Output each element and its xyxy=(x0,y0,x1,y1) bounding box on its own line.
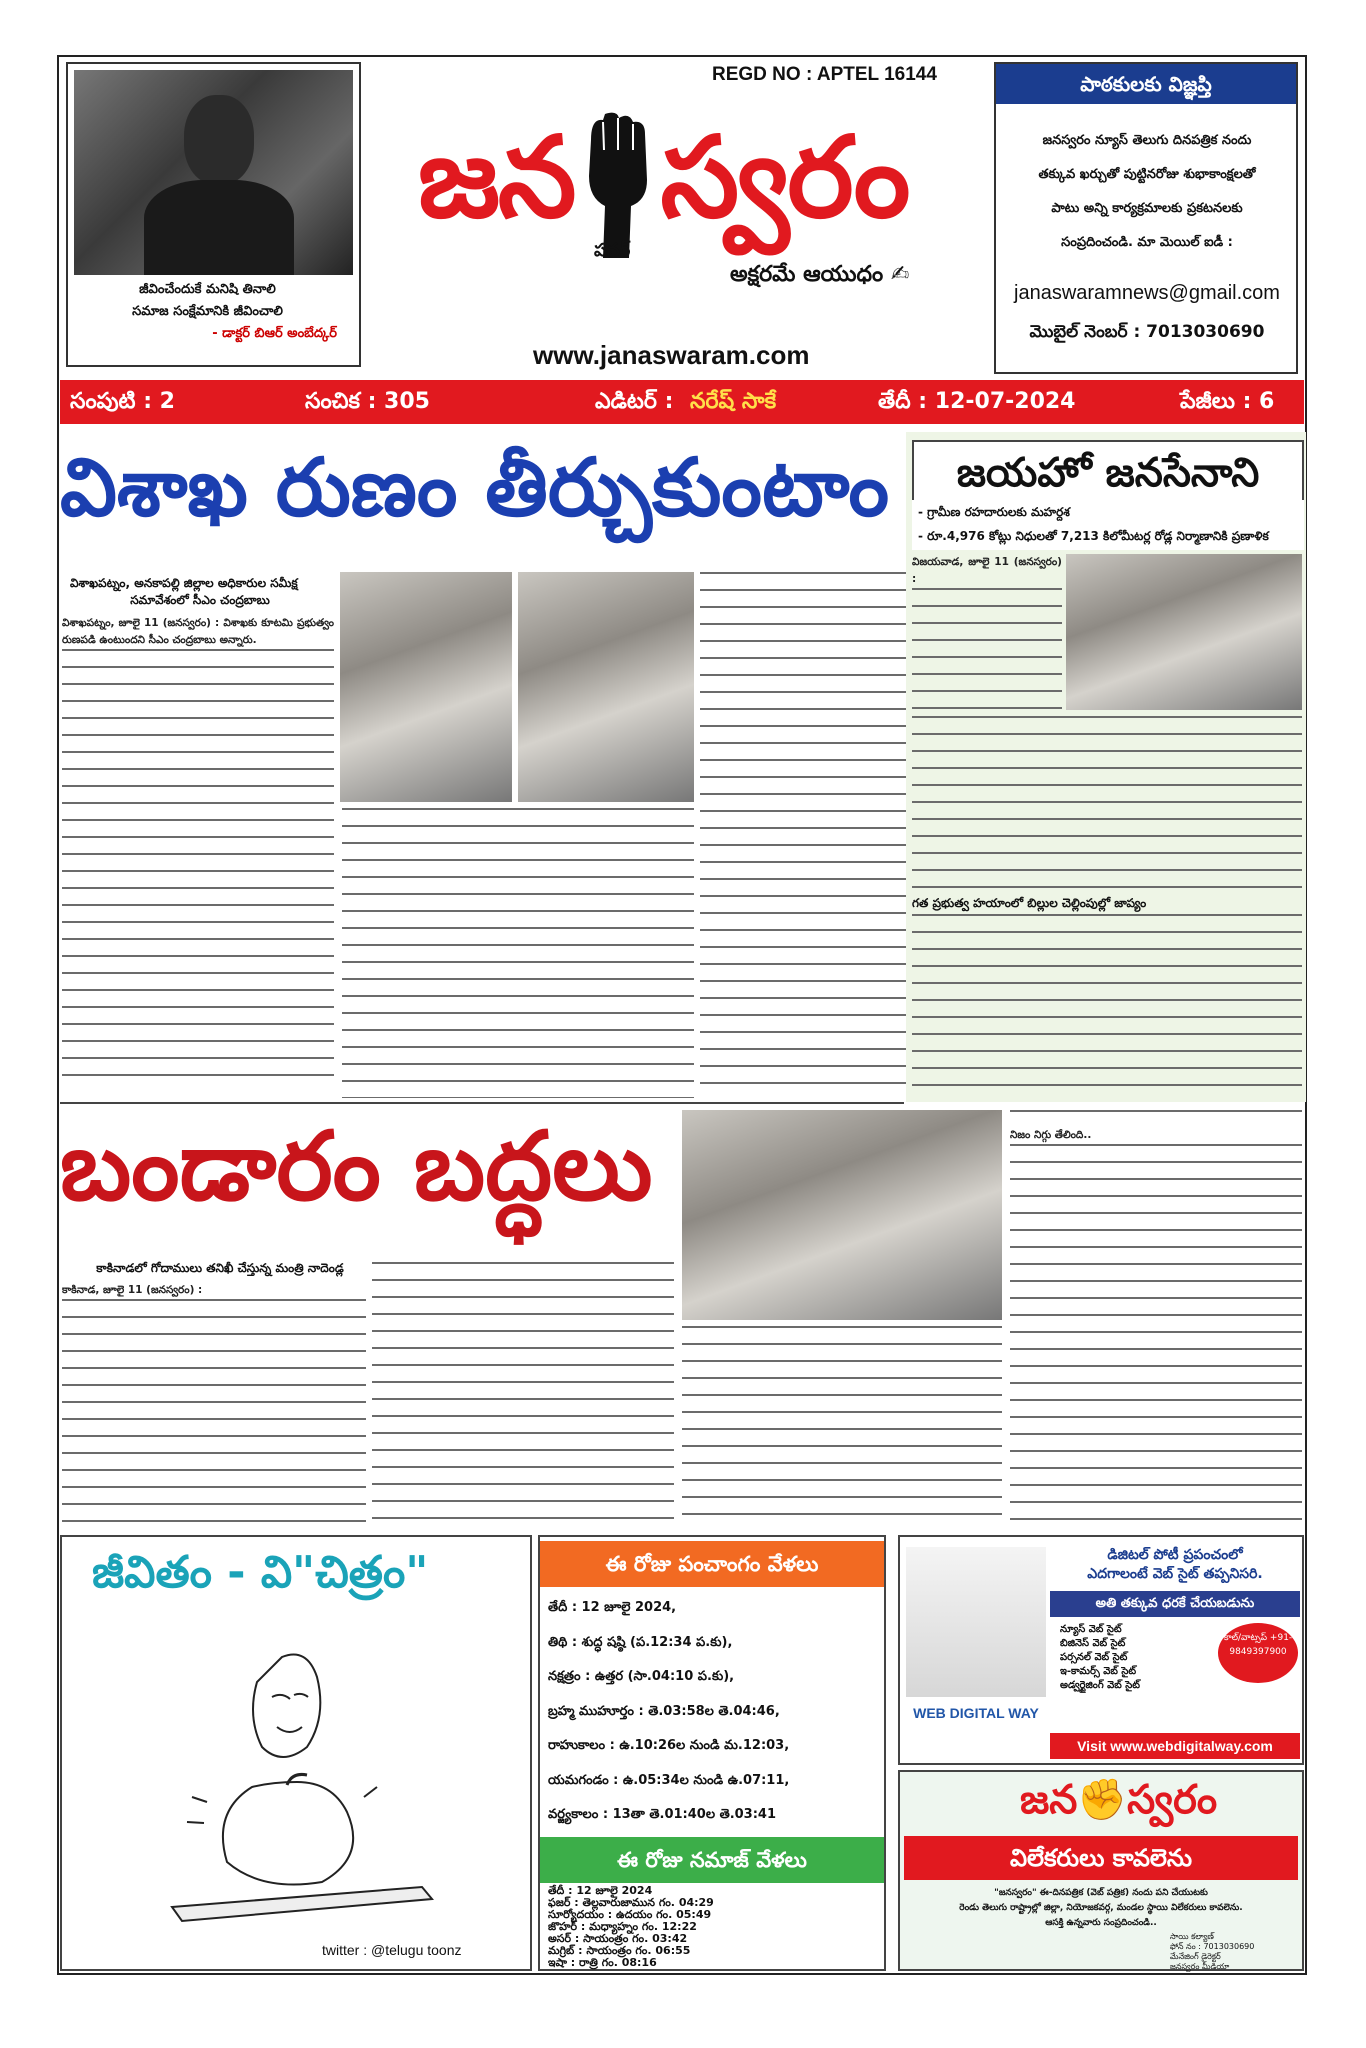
ad-service-item: బిజినెస్ వెబ్ సైట్ xyxy=(1060,1638,1126,1649)
ad-service-item: అడ్వర్టైజింగ్ వెబ్ సైట్ xyxy=(1060,1680,1141,1691)
signature-name: సాయి కల్యాణ్ xyxy=(1170,1932,1214,1941)
masthead-right: స్వరం xyxy=(660,112,909,243)
issue: సంచిక : 305 xyxy=(305,389,430,414)
quote-line-2: సమాజ సంక్షేమానికి జీవించాలి xyxy=(132,304,283,319)
quote-line-1: జీవించేందుకే మనిషి తినాలి xyxy=(139,282,276,297)
reader-notice-box xyxy=(994,62,1298,374)
notice-line-3: పాటు అన్ని కార్యక్రమాలకు ప్రకటనలకు xyxy=(1051,201,1243,216)
panchangam-row: నక్షత్రం : ఉత్తర (సా.04:10 ప.కు), xyxy=(548,1669,735,1684)
masthead-logo xyxy=(418,110,908,260)
article1-column-2 xyxy=(342,808,694,1098)
reporters-wanted-box xyxy=(898,1770,1304,1971)
namaz-title: ఈ రోజు నమాజ్ వేళలు xyxy=(540,1837,884,1883)
editor-label: ఎడిటర్ : xyxy=(595,389,674,414)
article1-lead: విశాఖపట్నం, జూలై 11 (జనస్వరం) : విశాఖకు కూటమి ప్రభుత్వం రుణపడి ఉంటుందని సీఎం చంద్రబాబు అన్నారు. xyxy=(62,617,334,646)
namaz-row: సూర్యోదయం : ఉదయం గం. 05:49 xyxy=(548,1908,712,1921)
panchangam-row: తేదీ : 12 జూలై 2024, xyxy=(548,1600,677,1615)
notice-email[interactable]: janaswaramnews@gmail.com xyxy=(1014,282,1280,304)
panchangam-namaz-box xyxy=(538,1535,886,1971)
cartoon-box xyxy=(60,1535,532,1971)
ad-website-preview xyxy=(906,1547,1046,1697)
ad-heading xyxy=(1050,1547,1300,1585)
article1-body-text xyxy=(62,649,334,1089)
ad-heading-1: డిజిటల్ పోటీ ప్రపంచంలో xyxy=(1107,1547,1243,1563)
cm-meeting-photo-2 xyxy=(518,572,694,802)
cartoon-credit: twitter : @telugu toonz xyxy=(322,1942,462,1958)
website-link[interactable]: www.janaswaram.com xyxy=(533,340,810,370)
section-divider xyxy=(60,1102,904,1104)
namaz-row: అసర్ : సాయంత్రం గం. 03:42 xyxy=(548,1932,688,1945)
page-count: పేజీలు : 6 xyxy=(1180,389,1275,414)
sidebar-column-intro xyxy=(912,554,1062,714)
raised-fist-icon xyxy=(583,110,653,260)
article1-column-1 xyxy=(62,615,334,1095)
ad-contact-badge: కాల్/వాట్సప్ +91-9849397900 xyxy=(1218,1623,1298,1683)
reporters-logo-right: స్వరం xyxy=(1127,1777,1218,1823)
namaz-row: ఇషా : రాత్రి గం. 08:16 xyxy=(548,1956,657,1969)
signature-org: జనస్వరం మీడియా xyxy=(1170,1962,1230,1971)
namaz-row: జొహర్ : మధ్యాహ్నం గం. 12:22 xyxy=(548,1920,697,1933)
sidebar-bullet-2: - రూ.4,976 కోట్లు నిధులతో 7,213 కిలోమీటర్ల రోడ్ల నిర్మాణానికి ప్రణాళిక xyxy=(918,529,1269,543)
reporters-title: విలేకరులు కావలెను xyxy=(904,1836,1298,1880)
article2-column-2 xyxy=(372,1262,674,1530)
registration-number: REGD NO : APTEL 16144 xyxy=(712,64,937,85)
sidebar-title: జయహో జనసేనాని xyxy=(912,440,1304,506)
sidebar-body-text-2 xyxy=(912,914,1302,1094)
article1-subhead xyxy=(70,575,330,609)
panchangam-title: ఈ రోజు పంచాంగం వేళలు xyxy=(540,1541,884,1587)
ad-brand: WEB DIGITAL WAY xyxy=(913,1705,1039,1721)
namaz-list xyxy=(540,1885,884,1969)
ad-service-item: న్యూస్ వెబ్ సైట్ xyxy=(1060,1624,1122,1635)
reporters-logo: జన✊స్వరం xyxy=(1020,1777,1218,1823)
sidebar-bullets xyxy=(912,500,1304,550)
web-digital-way-ad[interactable] xyxy=(898,1535,1304,1765)
article2-side-subhead: నిజం నిగ్గు తేలింది.. xyxy=(1010,1129,1092,1141)
article2-subhead: కాకినాడలో గోదాములు తనిఖీ చేస్తున్న మంత్రి నాదెండ్ల xyxy=(96,1261,344,1275)
issue-date: తేదీ : 12-07-2024 xyxy=(878,389,1076,414)
ad-offer: అతి తక్కువ ధరకే చేయబడును xyxy=(1050,1591,1300,1617)
deputy-cm-meeting-photo xyxy=(1066,554,1302,710)
headline-visakha: విశాఖ రుణం తీర్చుకుంటాం xyxy=(60,441,890,534)
ad-heading-2: ఎదగాలంటే వెబ్ సైట్ తప్పనిసరి. xyxy=(1087,1566,1263,1582)
ad-services xyxy=(1060,1623,1210,1693)
reporters-logo-left: జన xyxy=(1020,1777,1078,1823)
cm-meeting-photo-1 xyxy=(340,572,512,802)
tagline: అక్షరమే ఆయుధం ✍ xyxy=(730,262,910,287)
article2-column-3 xyxy=(682,1326,1002,1530)
panchangam-row: రాహుకాలం : ఉ.10:26ల నుండి మ.12:03, xyxy=(548,1738,790,1753)
signature-role: మేనేజింగ్ డైరెక్టర్ xyxy=(1170,1952,1221,1961)
masthead-left: జన xyxy=(418,112,575,243)
power-label: పవర్ xyxy=(594,240,631,261)
article2-col4-text xyxy=(1010,1144,1302,1524)
article2-lead: కాకినాడ, జూలై 11 (జనస్వరం) : xyxy=(62,1284,203,1296)
article2-col1-text xyxy=(62,1299,366,1527)
issue-info-bar xyxy=(60,380,1304,424)
article1-subhead-1: విశాఖపట్నం, అనకాపల్లి జిల్లాల అధికారుల సమీక్ష xyxy=(70,576,298,590)
panchangam-row: వర్జ్యకాలం : 13తా తె.01:40ల తె.03:41 xyxy=(548,1807,777,1822)
editor-name: నరేష్ సాకే xyxy=(690,389,777,414)
ambedkar-quote xyxy=(68,279,347,345)
notice-body xyxy=(1004,124,1290,260)
namaz-row: మగ్రిబ్ : సాయంత్రం గం. 06:55 xyxy=(548,1944,691,1957)
notice-phone: మొబైల్ నెంబర్ : 7013030690 xyxy=(1029,322,1265,342)
reporters-line-3: ఆసక్తి ఉన్నవారు సంప్రదించండి.. xyxy=(1045,1918,1157,1928)
reporters-text xyxy=(904,1886,1298,1931)
ad-service-item: ఇ-కామర్స్ వెబ్ సైట్ xyxy=(1060,1666,1137,1677)
volume: సంపుటి : 2 xyxy=(70,389,175,414)
sidebar-bullet-1: - గ్రామీణ రహదారులకు మహర్దశ xyxy=(918,505,1070,519)
sidebar-subhead: గత ప్రభుత్వ హయాంలో బిల్లుల చెల్లింపుల్లో జాప్యం xyxy=(912,896,1147,910)
quote-author: - డాక్టర్ బిఆర్ అంబేద్కర్ xyxy=(212,326,337,341)
panchangam-row: బ్రహ్మ ముహూర్తం : తె.03:58ల తె.04:46, xyxy=(548,1703,780,1719)
notice-line-2: తక్కువ ఖర్చుతో పుట్టినరోజు శుభాకాంక్షలతో xyxy=(1038,167,1256,182)
panchangam-list xyxy=(540,1591,884,1833)
notice-line-1: జనస్వరం న్యూస్ తెలుగు దినపత్రిక నందు xyxy=(1042,133,1252,148)
reporters-signature xyxy=(1170,1932,1254,1972)
namaz-row: ఫజర్ : తెల్లవారుజామున గం. 04:29 xyxy=(548,1896,714,1909)
article2-column-4 xyxy=(1010,1110,1302,1530)
cartoon-title: జీవితం - వి"చిత్రం" xyxy=(92,1547,429,1598)
cartoon-drawing-icon xyxy=(132,1637,462,1927)
sidebar-lead: విజయవాడ, జూలై 11 (జనస్వరం) : xyxy=(912,556,1062,585)
reporters-line-2: రెండు తెలుగు రాష్ట్రాల్లో జిల్లా, నియోజకవర్గ, మండల స్థాయి విలేకరులు కావలెను. xyxy=(959,1903,1243,1913)
namaz-row: తేదీ : 12 జూలై 2024 xyxy=(548,1884,653,1897)
article2-column-1 xyxy=(62,1282,366,1530)
ambedkar-portrait-box xyxy=(66,62,361,367)
notice-title: పాఠకులకు విజ్ఞప్తి xyxy=(996,64,1296,104)
reporters-line-1: "జనస్వరం" ఈ-దినపత్రిక (వెబ్ పత్రిక) నందు పని చేయుటకు xyxy=(994,1888,1208,1898)
article2-col4-top xyxy=(1010,1110,1302,1127)
ad-service-item: పర్సనల్ వెబ్ సైట్ xyxy=(1060,1652,1128,1663)
sidebar-intro-text xyxy=(912,588,1062,714)
panchangam-row: తిథి : శుద్ధ షష్ఠి (ప.12:34 ప.కు), xyxy=(548,1634,733,1650)
ad-visit-link[interactable]: Visit www.webdigitalway.com xyxy=(1050,1733,1300,1759)
sidebar-body-text-1 xyxy=(912,716,1302,894)
signature-phone: ఫోన్ నం : 7013030690 xyxy=(1170,1942,1255,1951)
article1-subhead-2: సమావేశంలో సీఎం చంద్రబాబు xyxy=(130,593,270,607)
headline-bandaram: బండారం బద్ధలు xyxy=(60,1112,653,1222)
article1-column-3 xyxy=(700,572,906,1098)
notice-line-4: సంప్రదించండి. మా మెయిల్ ఐడీ : xyxy=(1061,235,1233,250)
panchangam-row: యమగండం : ఉ.05:34ల నుండి ఉ.07:11, xyxy=(548,1772,790,1788)
ambedkar-photo xyxy=(74,70,353,275)
godown-inspection-photo xyxy=(682,1110,1002,1320)
